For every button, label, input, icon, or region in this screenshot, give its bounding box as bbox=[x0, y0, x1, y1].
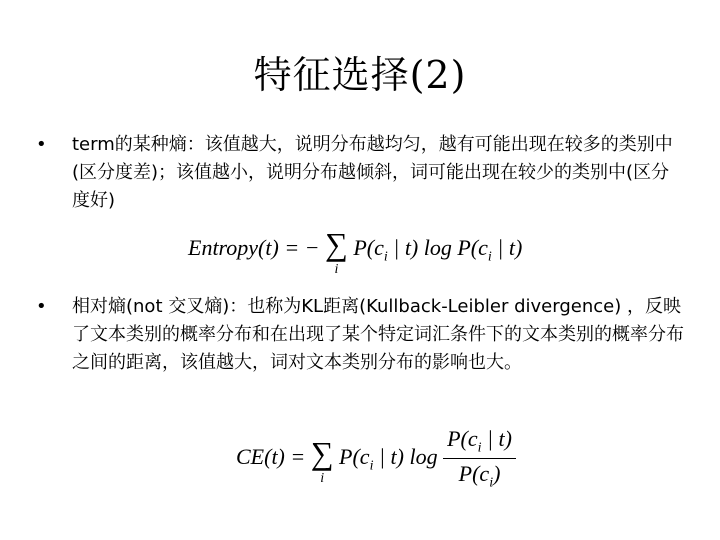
formula-lhs: CE(t) = bbox=[236, 443, 306, 469]
summation-symbol: ∑ i bbox=[310, 434, 334, 486]
bullet-text: 相对熵(not 交叉熵)：也称为KL距离(Kullback-Leibler divergence) ，反映了文本类别的概率分布和在出现了某个特定词汇条件下的文本类别的概率分布之间的距离，该值越大，词对文本类别分布的影响也大。 bbox=[72, 296, 684, 373]
ce-formula bbox=[236, 426, 516, 492]
bullet-text: term的某种熵：该值越大，说明分布越均匀，越有可能出现在较多的类别中(区分度差)；该值越小，说明分布越倾斜，词可能出现在较少的类别中(区分度好) bbox=[72, 134, 673, 211]
fraction-denominator: $P(c_i)$ bbox=[458, 461, 501, 491]
formula-lhs: Entropy(t) = − bbox=[188, 235, 320, 260]
summation-symbol: ∑ i bbox=[325, 226, 348, 277]
slide-title: 特征选择(2) bbox=[253, 53, 467, 97]
fraction bbox=[443, 426, 516, 492]
fraction-numerator: $P(c_i$ | t) bbox=[443, 426, 516, 459]
bullet-marker: • bbox=[36, 134, 47, 155]
sum-index: i bbox=[334, 262, 339, 277]
formula-term: $P(c_i$ | t) log bbox=[339, 443, 438, 474]
entropy-formula bbox=[188, 226, 523, 277]
sum-index: i bbox=[320, 470, 325, 486]
formula-term: $P(c_i$ | t) $\log P(c_i$ | t) bbox=[353, 235, 523, 265]
bullet-item-kl-divergence bbox=[36, 293, 684, 377]
bullet-marker: • bbox=[36, 296, 47, 317]
bullet-item-entropy bbox=[36, 131, 684, 215]
